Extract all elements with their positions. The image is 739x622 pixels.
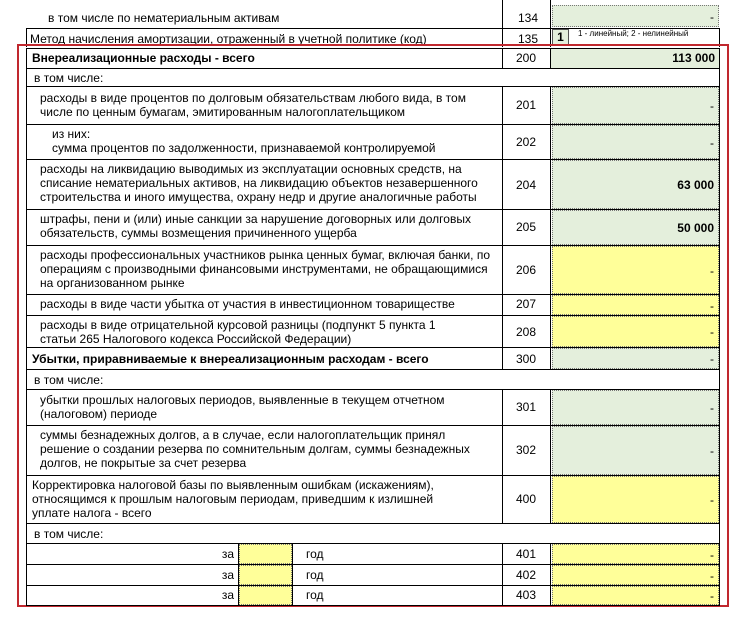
row-135-label: Метод начисления амортизации, отраженный в учетной политике (код) (30, 32, 427, 46)
row-402-suffix: год (306, 568, 324, 582)
row-134-input[interactable]: - (552, 5, 719, 27)
row-205-label: штрафы, пени и (или) иные санкции за нарушение договорных или долговых обязательств, суммы возмещения причиненного ущерба (40, 212, 471, 240)
row-200-code: 200 (515, 51, 537, 65)
row-401-prefix: за (221, 547, 234, 561)
row-208-input[interactable]: - (552, 316, 719, 347)
row-302-input[interactable]: - (552, 426, 719, 475)
row-302-code: 302 (515, 443, 537, 457)
row-204-code: 204 (515, 178, 537, 192)
row-135-hint: 1 - линейный; 2 - нелинейный (578, 29, 689, 38)
row-402-year-input[interactable] (239, 565, 292, 585)
row-402-code: 402 (515, 568, 537, 582)
subheader-200: в том числе: (34, 71, 104, 85)
row-401-code: 401 (515, 547, 537, 561)
row-403-year-input[interactable] (239, 586, 292, 605)
row-201-label: расходы в виде процентов по долговым обязательствам любого вида, в том числе по ценным бумагам, эмитированным налогоплательщиком (40, 91, 466, 119)
row-207-code: 207 (515, 297, 537, 311)
row-403-suffix: год (306, 588, 324, 602)
row-301-code: 301 (515, 400, 537, 414)
row-206-label: расходы профессиональных участников рынка ценных бумаг, включая банки, по операциям с производными финансовыми инструментами, не обращающимися на организованном рынке (40, 248, 491, 290)
row-301-label: убытки прошлых налоговых периодов, выявленные в текущем отчетном (налоговом) периоде (40, 393, 445, 421)
row-302-label: суммы безнадежных долгов, а в случае, если налогоплательщик принял решение о создании резерва по сомнительным долгам, суммы безнадежных долгов, не покрытые за счет резерва (40, 428, 470, 470)
row-134-code: 134 (517, 11, 539, 25)
row-206-code: 206 (515, 263, 537, 277)
row-202-code: 202 (515, 135, 537, 149)
subheader-300: в том числе: (34, 373, 104, 387)
row-402-prefix: за (221, 568, 234, 582)
row-134-label: в том числе по нематериальным активам (48, 11, 280, 25)
row-400-input[interactable]: - (552, 476, 719, 523)
row-135-value: 1 (557, 30, 564, 44)
row-401-input[interactable]: - (552, 544, 719, 564)
row-202-input[interactable]: - (552, 125, 719, 159)
row-300-code: 300 (515, 352, 537, 366)
row-300-value: - (552, 348, 719, 369)
row-201-input[interactable]: - (552, 87, 719, 124)
row-401-year-input[interactable] (239, 544, 292, 564)
row-207-label: расходы в виде части убытка от участия в инвестиционном товариществе (40, 297, 455, 311)
row-200-label: Внереализационные расходы - всего (32, 51, 255, 65)
row-200-value: 113 000 (551, 49, 719, 68)
row-403-input[interactable]: - (552, 586, 719, 605)
row-205-input[interactable]: 50 000 (552, 210, 719, 245)
subheader-400: в том числе: (34, 527, 104, 541)
row-301-input[interactable]: - (552, 390, 719, 425)
row-204-label: расходы на ликвидацию выводимых из эксплуатации основных средств, на списание нематериальных активов, на ликвидацию объектов незавершенного строительства и иного имущества, охрану недр и другие аналогичные работы (40, 162, 478, 204)
row-205-code: 205 (515, 220, 537, 234)
row-401-suffix: год (306, 547, 324, 561)
row-206-input[interactable]: - (552, 246, 719, 294)
row-400-label: Корректировка налоговой базы по выявленным ошибкам (искажениям), относящимся к прошлым налоговым периодам, приведшим к излишней уплате налога - всего (32, 478, 434, 520)
row-135-code: 135 (517, 32, 539, 46)
row-300-label: Убытки, приравниваемые к внереализационным расходам - всего (32, 352, 429, 366)
row-403-code: 403 (515, 588, 537, 602)
row-208-label: расходы в виде отрицательной курсовой разницы (подпункт 5 пункта 1 статьи 265 Налогового кодекса Российской Федерации) (40, 318, 436, 346)
row-201-code: 201 (515, 98, 537, 112)
row-400-code: 400 (515, 492, 537, 506)
row-208-code: 208 (515, 325, 537, 339)
row-207-input[interactable]: - (552, 295, 719, 315)
row-403-prefix: за (221, 588, 234, 602)
row-402-input[interactable]: - (552, 565, 719, 585)
row-202-label: из них: сумма процентов по задолженности, признаваемой контролируемой (52, 127, 436, 155)
row-204-input[interactable]: 63 000 (552, 160, 719, 209)
